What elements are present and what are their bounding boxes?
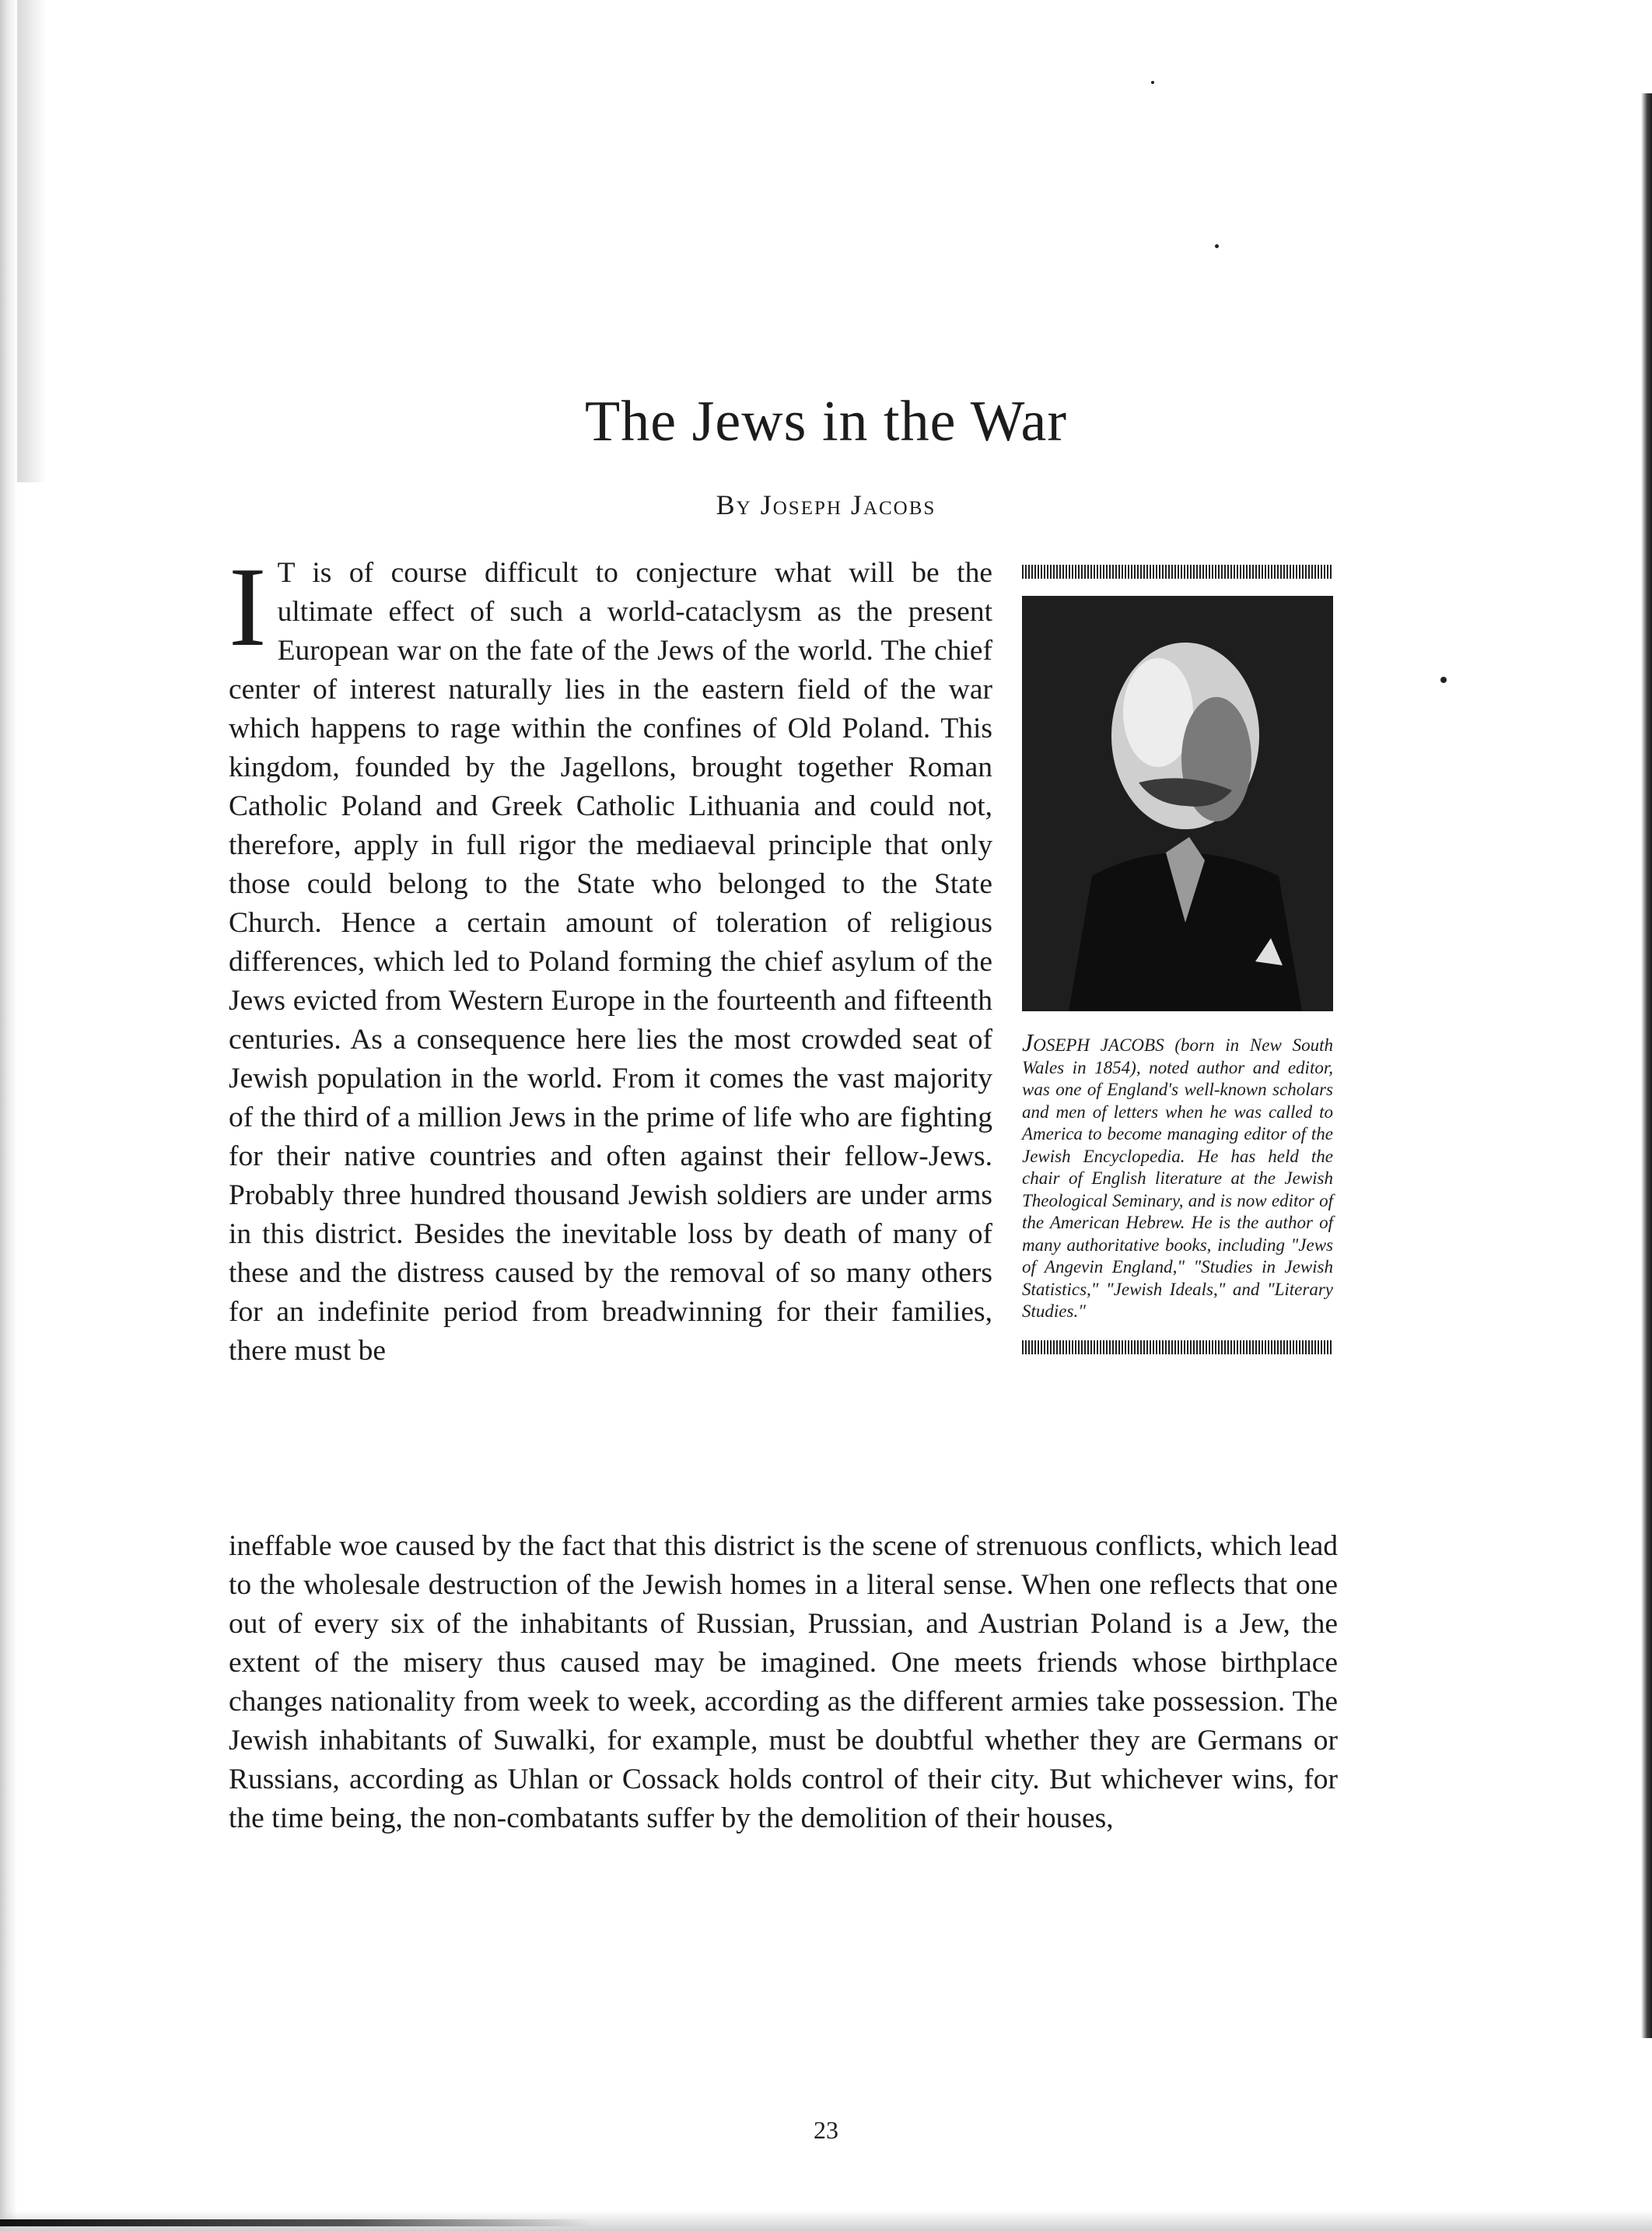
author-portrait-image — [1022, 596, 1333, 1011]
scan-speck — [1440, 677, 1447, 683]
drop-cap: I — [229, 544, 267, 670]
author-sidebar — [1022, 565, 1333, 1354]
article-byline: By Joseph Jacobs — [716, 489, 936, 520]
scan-speck — [1151, 81, 1154, 84]
caption-initial: J — [1022, 1028, 1034, 1056]
sidebar-top-rule — [1022, 565, 1333, 579]
scan-speck — [1215, 244, 1219, 248]
article-column-text — [229, 544, 992, 1371]
caption-text: OSEPH JACOBS (born in New South Wales in 1854), noted author and editor, was one of England's well-known scholars and men of letters when he was called to America to become managing editor of the Jewish Encyclopedia. He has held the chair of English literature at the Jewish Theological Seminary, and is now editor of the American Hebrew. He is the author of many authoritative books, including "Jews of Angevin England," "Studies in Jewish Statistics," "Jewish Ideals," and "Literary Studies." — [1022, 1035, 1333, 1321]
author-portrait — [1022, 596, 1333, 1011]
scan-edge-shadow-left — [0, 0, 17, 2231]
scan-edge-shadow-right — [1641, 93, 1652, 2038]
sidebar-bottom-rule — [1022, 1340, 1333, 1354]
portrait-caption — [1022, 1028, 1333, 1323]
article-full-width-text — [229, 1527, 1338, 1838]
scan-edge-line-bottom — [0, 2219, 591, 2226]
article-title: The Jews in the War — [585, 390, 1067, 454]
column-paragraph: T is of course difficult to conjecture what will be the ultimate effect of such a world-cataclysm as the present European war on the fate of the Jews of the world. The chief center of interest naturally lies in the eastern field of the war which happens to rage within the confines of Old Poland. This kingdom, founded by the Jagellons, brought together Roman Catholic Poland and Greek Catholic Lithuania and could not, therefore, apply in full rigor the mediaeval principle that only those could belong to the State who belonged to the State Church. Hence a certain amount of toleration of religious differences, which led to Poland forming the chief asylum of the Jews evicted from Western Europe in the fourteenth and fifteenth centuries. As a consequence here lies the most crowded seat of Jewish population in the world. From it comes the vast majority of the third of a million Jews in the prime of life who are fighting for their native countries and often against their fellow-Jews. Probably three hundred thousand Jewish soldiers are under arms in this district. Besides the inevitable loss by death of many of these and the distress caused by the removal of so many others for an indefinite period from breadwinning for their families, there must be — [229, 557, 992, 1367]
page-number: 23 — [814, 2116, 838, 2144]
full-width-paragraph: ineffable woe caused by the fact that this district is the scene of strenuous conflicts, which lead to the wholesale destruction of the Jewish homes in a literal sense. When one reflects that one out of every six of the inhabitants of Russian, Prussian, and Austrian Poland is a Jew, the extent of the misery thus caused may be imagined. One meets friends whose birthplace changes nationality from week to week, according as the different armies take possession. The Jewish inhabitants of Suwalki, for example, must be doubtful whether they are Germans or Russians, according as Uhlan or Cossack holds control of their city. But whichever wins, for the time being, the non-combatants suffer by the demolition of their houses, — [229, 1530, 1338, 1834]
